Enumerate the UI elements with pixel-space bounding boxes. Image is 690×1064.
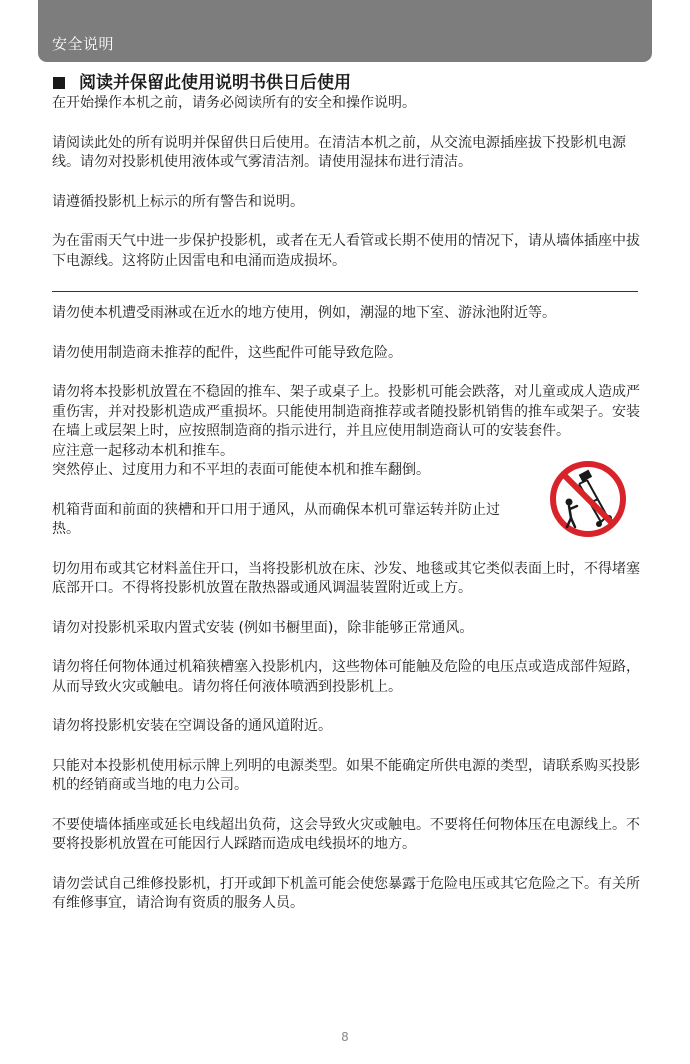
safety-paragraph: 不要使墙体插座或延长电线超出负荷，这会导致火灾或触电。不要将任何物体压在电源线上。不要将投影机放置在可能因行人踩踏而造成电线损坏的地方。 xyxy=(52,816,640,852)
page-heading-text: 阅读并保留此使用说明书供日后使用 xyxy=(79,73,351,93)
page-heading xyxy=(52,72,642,94)
safety-paragraph: 切勿用布或其它材料盖住开口，当将投影机放在床、沙发、地毯或其它类似表面上时，不得堵塞底部开口。不得将投影机放置在散热器或通风调温装置附近或上方。 xyxy=(52,560,640,596)
page-number: 8 xyxy=(341,1030,349,1044)
safety-paragraph: 请勿使本机遭受雨淋或在近水的地方使用，例如，潮湿的地下室、游泳池附近等。 xyxy=(52,305,556,321)
safety-paragraph: 请勿使用制造商未推荐的配件，这些配件可能导致危险。 xyxy=(52,344,402,361)
safety-paragraph: 请勿对投影机采取内置式安装 (例如书橱里面)，除非能够正常通风。 xyxy=(52,619,474,636)
safety-paragraph: 只能对本投影机使用标示牌上列明的电源类型。如果不能确定所供电源的类型，请联系购买投影机的经销商或当地的电力公司。 xyxy=(52,757,640,793)
safety-paragraph: 应注意一起移动本机和推车。 xyxy=(52,442,234,459)
divider xyxy=(52,291,638,292)
safety-paragraph: 突然停止、过度用力和不平坦的表面可能使本机和推车翻倒。 xyxy=(52,462,430,478)
intro-paragraph: 在开始操作本机之前，请务必阅读所有的安全和操作说明。 xyxy=(52,95,416,111)
safety-paragraph: 请勿将任何物体通过机箱狭槽塞入投影机内，这些物体可能触及危险的电压点或造成部件短路，从而导致火灾或触电。请勿将任何液体喷洒到投影机上。 xyxy=(52,659,640,695)
intro-paragraph: 为在雷雨天气中进一步保护投影机，或者在无人看管或长期不使用的情况下，请从墙体插座中拔下电源线。这将防止因雷电和电涌而造成损坏。 xyxy=(52,233,640,269)
square-bullet-icon xyxy=(53,77,65,89)
safety-paragraph: 机箱背面和前面的狭槽和开口用于通风，从而确保本机可靠运转并防止过热。 xyxy=(52,501,500,537)
intro-paragraph: 请阅读此处的所有说明并保留供日后使用。在清洁本机之前，从交流电源插座拔下投影机电源线。请勿对投影机使用液体或气雾清洁剂。请使用湿抹布进行清洁。 xyxy=(52,134,626,170)
cart-tip-over-prohibition-icon xyxy=(549,460,627,538)
intro-paragraph: 请遵循投影机上标示的所有警告和说明。 xyxy=(52,193,304,210)
safety-paragraph: 请勿将本投影机放置在不稳固的推车、架子或桌子上。投影机可能会跌落，对儿童或成人造成严重伤害，并对投影机造成严重损坏。只能使用制造商推荐或者随投影机销售的推车或架子。安装在墙上或层架上时，应按照制造商的指示进行，并且应使用制造商认可的安装套件。 xyxy=(52,384,640,439)
section-header-bar xyxy=(38,0,652,62)
safety-paragraph: 请勿尝试自己维修投影机，打开或卸下机盖可能会使您暴露于危险电压或其它危险之下。有关所有维修事宜，请洽询有资质的服务人员。 xyxy=(52,875,640,911)
safety-paragraph: 请勿将投影机安装在空调设备的通风道附近。 xyxy=(52,718,332,734)
section-title: 安全说明 xyxy=(52,35,115,53)
